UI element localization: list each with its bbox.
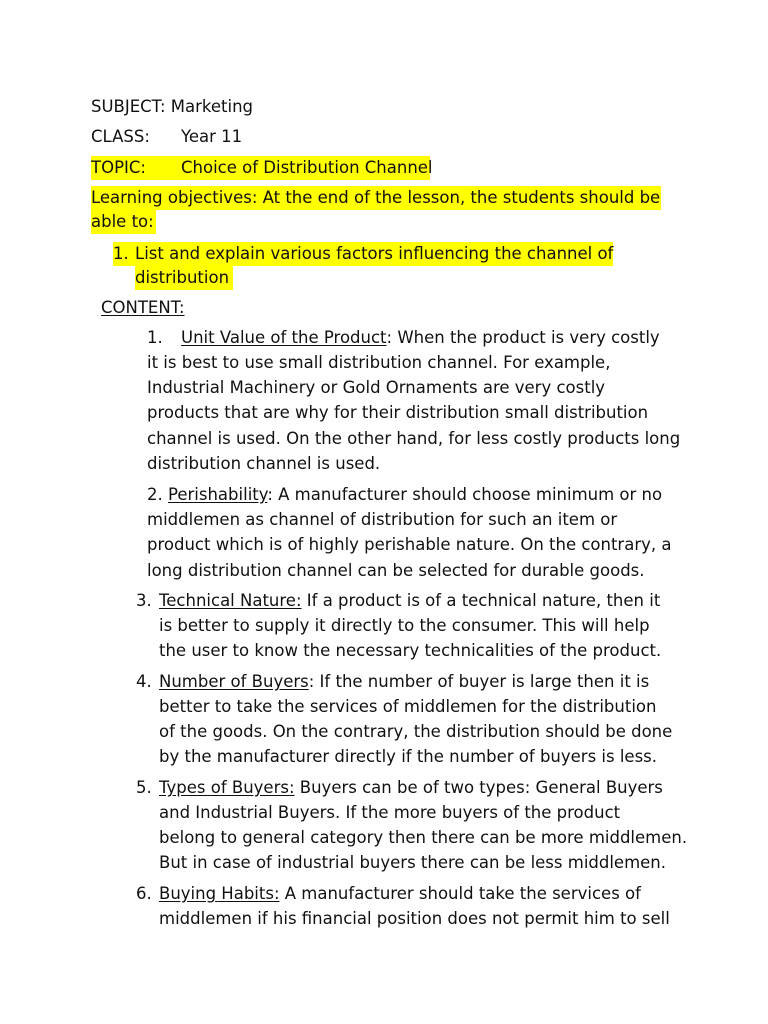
topic-value: Choice of Distribution Channel xyxy=(181,158,433,177)
subject-label: SUBJECT: xyxy=(91,97,166,116)
objective-number: 1. xyxy=(113,244,129,263)
objective-item-1 xyxy=(113,242,613,266)
content-item-5 xyxy=(136,776,663,800)
item-title: Types of Buyers: xyxy=(159,778,295,797)
content-heading xyxy=(101,296,185,320)
objective-line-2: distribution xyxy=(135,266,233,290)
topic-line xyxy=(91,156,433,180)
item-number: 6. xyxy=(136,884,152,903)
content-item-4 xyxy=(136,670,649,694)
topic-label: TOPIC: xyxy=(91,158,146,177)
item-first-line: : When the product is very costly xyxy=(386,328,660,347)
item-line: middlemen if his financial position does not permit him to sell xyxy=(159,909,670,928)
content-item-2 xyxy=(147,483,662,507)
class-label: CLASS: xyxy=(91,127,150,146)
item-title: Buying Habits: xyxy=(159,884,280,903)
item-line: products that are why for their distribution small distribution xyxy=(147,403,649,422)
objectives-line-1: Learning objectives: At the end of the lesson, the students should be xyxy=(91,186,661,210)
item-line: channel is used. On the other hand, for less costly products long xyxy=(147,429,681,448)
item-line: and Industrial Buyers. If the more buyers of the product xyxy=(159,803,621,822)
item-first-line: If a product is of a technical nature, then it xyxy=(301,591,661,610)
item-line: long distribution channel can be selected for durable goods. xyxy=(147,561,645,580)
item-line: it is best to use small distribution channel. For example, xyxy=(147,353,611,372)
item-line: middlemen as channel of distribution for such an item or xyxy=(147,510,618,529)
class-value: Year 11 xyxy=(181,127,243,146)
item-title: Perishability xyxy=(168,485,268,504)
item-line: is better to supply it directly to the consumer. This will help xyxy=(159,616,650,635)
item-first-line: : A manufacturer should choose minimum or no xyxy=(267,485,663,504)
subject-value: Marketing xyxy=(170,97,253,116)
item-line: distribution channel is used. xyxy=(147,454,381,473)
content-item-1 xyxy=(147,326,660,350)
item-number: 5. xyxy=(136,778,152,797)
item-title: Technical Nature: xyxy=(159,591,302,610)
content-item-3 xyxy=(136,589,660,613)
item-number: 1. xyxy=(147,328,163,347)
item-line: the user to know the necessary technicalities of the product. xyxy=(159,641,662,660)
objectives-line-2: able to: xyxy=(91,210,156,234)
item-line: product which is of highly perishable nature. On the contrary, a xyxy=(147,535,672,554)
item-number: 4. xyxy=(136,672,152,691)
item-number: 3. xyxy=(136,591,152,610)
item-line: But in case of industrial buyers there can be less middlemen. xyxy=(159,853,667,872)
class-line xyxy=(91,125,242,149)
item-first-line: Buyers can be of two types: General Buyers xyxy=(294,778,663,797)
objective-line-1: List and explain various factors influencing the channel of xyxy=(135,244,614,263)
item-line: Industrial Machinery or Gold Ornaments are very costly xyxy=(147,378,606,397)
item-line: by the manufacturer directly if the number of buyers is less. xyxy=(159,747,658,766)
item-number: 2. xyxy=(147,485,163,504)
content-item-6 xyxy=(136,882,641,906)
item-title: Number of Buyers xyxy=(159,672,309,691)
subject-line xyxy=(91,95,253,119)
item-line: of the goods. On the contrary, the distribution should be done xyxy=(159,722,673,741)
item-title: Unit Value of the Product xyxy=(181,328,387,347)
item-line: belong to general category then there can be more middlemen. xyxy=(159,828,688,847)
item-first-line: : If the number of buyer is large then it is xyxy=(308,672,650,691)
content-heading-text: CONTENT: xyxy=(101,298,185,317)
item-line: better to take the services of middlemen for the distribution xyxy=(159,697,657,716)
item-first-line: A manufacturer should take the services of xyxy=(279,884,641,903)
